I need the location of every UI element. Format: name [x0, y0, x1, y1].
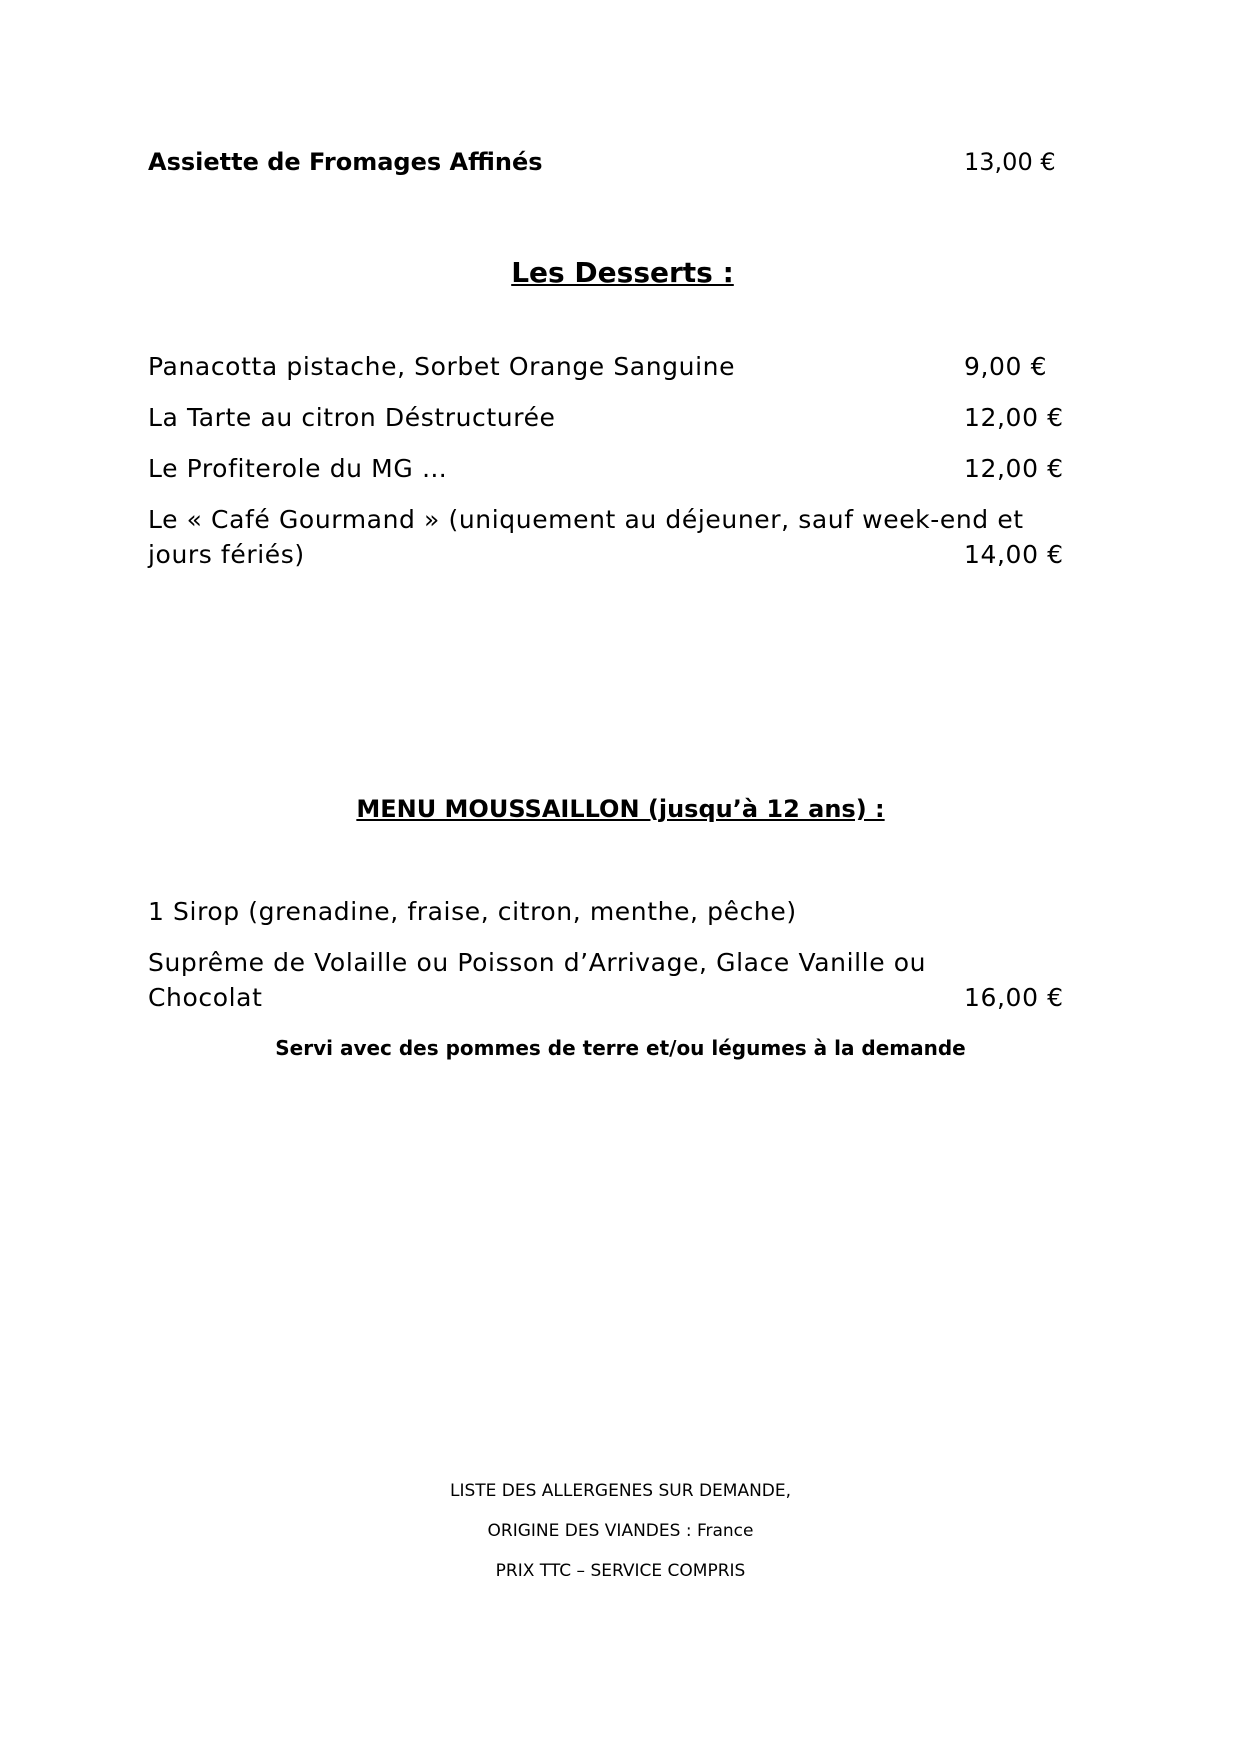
footer-pricing: PRIX TTC – SERVICE COMPRIS: [495, 1561, 746, 1581]
kids-menu-drink: 1 Sirop (grenadine, fraise, citron, menthe, pêche): [148, 897, 797, 926]
kids-menu-title: MENU MOUSSAILLON (jusqu’à 12 ans) :: [356, 795, 885, 823]
dessert-item-name-line2: jours fériés): [148, 540, 305, 569]
kids-menu-price: 16,00 €: [964, 983, 1064, 1012]
dessert-item-price: 14,00 €: [964, 540, 1064, 569]
footer-meat-origin: ORIGINE DES VIANDES : France: [487, 1521, 754, 1541]
desserts-title: Les Desserts :: [511, 256, 734, 289]
kids-menu-main-line2: Chocolat: [148, 983, 263, 1012]
dessert-item-name: Panacotta pistache, Sorbet Orange Sanguine: [148, 352, 736, 381]
dessert-item-price: 12,00 €: [964, 454, 1064, 483]
dessert-item-price: 9,00 €: [964, 352, 1048, 381]
cheese-plate-name: Assiette de Fromages Affinés: [148, 148, 543, 176]
dessert-item-name: La Tarte au citron Déstructurée: [148, 403, 556, 432]
cheese-plate-price: 13,00 €: [964, 148, 1056, 176]
kids-menu-note: Servi avec des pommes de terre et/ou légumes à la demande: [275, 1036, 966, 1060]
dessert-item-name: Le Profiterole du MG …: [148, 454, 448, 483]
dessert-item-price: 12,00 €: [964, 403, 1064, 432]
dessert-item-name-line1: Le « Café Gourmand » (uniquement au déjeuner, sauf week-end et: [148, 505, 1024, 534]
kids-menu-main-line1: Suprême de Volaille ou Poisson d’Arrivage, Glace Vanille ou: [148, 948, 927, 977]
footer-allergens: LISTE DES ALLERGENES SUR DEMANDE,: [449, 1481, 792, 1501]
